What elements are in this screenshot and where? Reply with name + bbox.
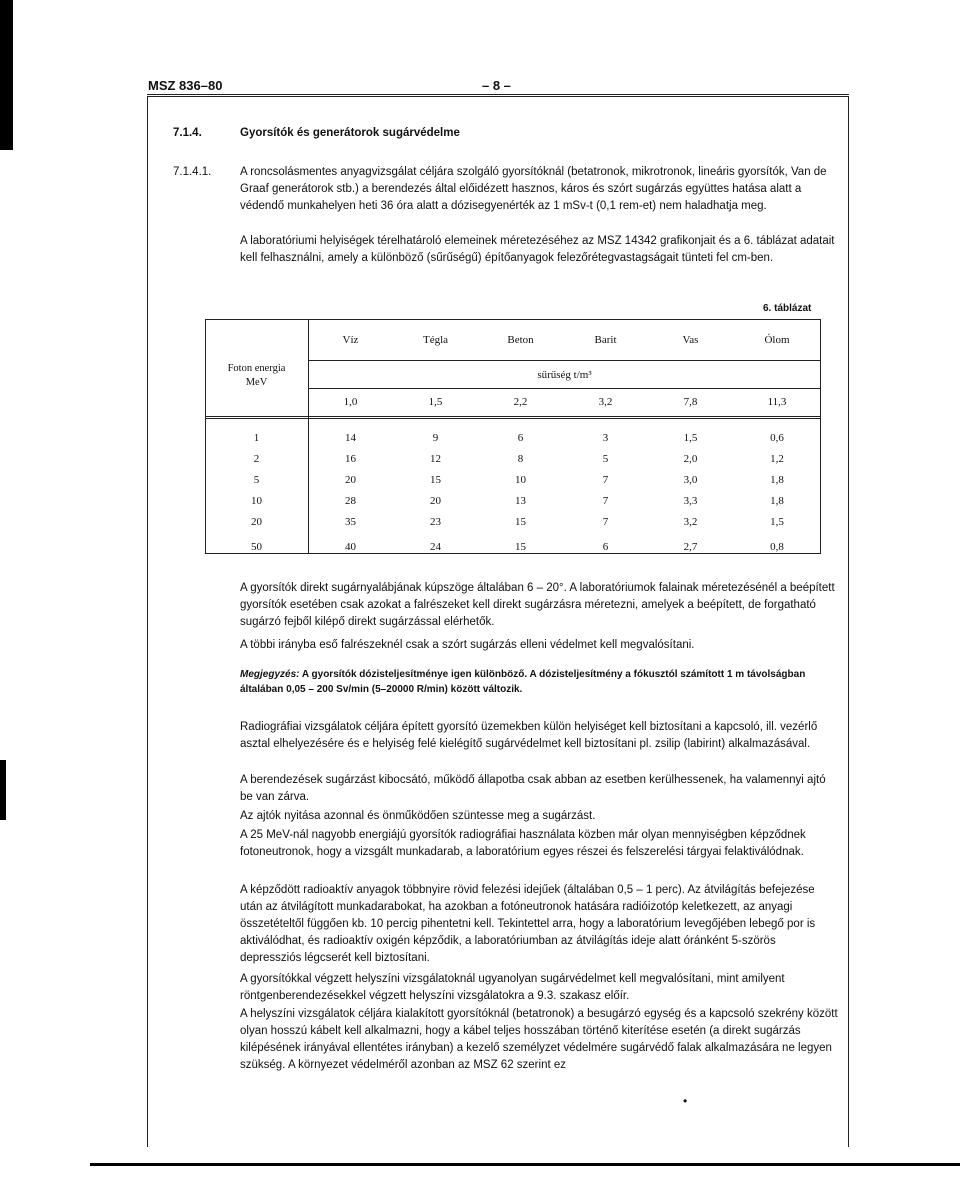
table-cell: 15	[430, 473, 441, 486]
table-cell: 3,2	[683, 515, 698, 528]
note-text: A gyorsítók dózisteljesítménye igen különböző. A dózisteljesítmény a fókusztól számított 1 m távolságban általában 0,05 – 200 Sv/min (5–20000 R/min) között változik.	[240, 669, 806, 695]
table-cell: 3	[602, 431, 609, 444]
table-row	[205, 469, 821, 490]
material-header: Vas	[682, 334, 699, 346]
standard-number: MSZ 836–80	[148, 78, 223, 93]
scan-edge-bar	[0, 0, 13, 150]
table-cell: 15	[515, 541, 526, 553]
table-cell: 12	[430, 452, 441, 465]
table-cell: 15	[515, 515, 526, 528]
table-cell: 40	[345, 541, 356, 553]
table-cell: 1,2	[770, 452, 784, 465]
energy-cell: 50	[251, 541, 262, 553]
table-cell: 14	[345, 431, 356, 444]
section-number: 7.1.4.	[173, 127, 202, 139]
material-header: Víz	[342, 334, 359, 346]
body-paragraph: A 25 MeV-nál nagyobb energiájú gyorsítók radiográfiai használata közben már olyan mennyiségben képződnek fotoneutronok, hogy a vizsgált munkadarab, a laboratórium egyes részei és felszerelési tárgyai felaktiválódnak.	[240, 829, 806, 858]
row-header-line-2: MeV	[245, 377, 268, 388]
energy-cell: 20	[251, 515, 262, 528]
table-cell: 8	[517, 452, 524, 465]
table-cell: 16	[345, 452, 356, 465]
density-value: 7,8	[648, 388, 733, 418]
material-header: Tégla	[422, 334, 449, 346]
table-cell: 5	[602, 452, 609, 465]
table-cell: 7	[602, 473, 609, 486]
density-value: 2,2	[478, 388, 563, 418]
half-value-layer-table	[205, 319, 821, 562]
subsection-paragraph-1: A roncsolásmentes anyagvizsgálat céljára szolgáló gyorsítóknál (betatronok, mikrotronok, lineáris gyorsítók, Van de Graaf generátorok stb.) a berendezés által előidézett hasznos, káros és szórt sugárzás együttes hatása alatt a védendő munkahelyen heti 36 óra alatt a dózisegyenérték az 1 mSv-t (0,1 rem-et) nem haladhatja meg.	[240, 166, 827, 212]
page-number: – 8 –	[482, 78, 511, 93]
material-header: Beton	[507, 334, 534, 346]
body-paragraph: Az ajtók nyitása azonnal és önműködően szüntesse meg a sugárzást.	[240, 810, 596, 822]
table-cell: 24	[430, 541, 441, 553]
table-cell: 20	[430, 494, 441, 507]
table-cell: 6	[517, 431, 524, 444]
density-value: 1,0	[308, 388, 393, 418]
table-cell: 28	[345, 494, 356, 507]
density-value: 1,5	[393, 388, 478, 418]
subsection-number: 7.1.4.1.	[173, 166, 212, 178]
table-cell: 23	[430, 515, 441, 528]
body-paragraph: A berendezések sugárzást kibocsátó, működő állapotba csak abban az esetben kerülhessenek, ha valamennyi ajtó be van zárva.	[240, 774, 826, 803]
table-cell: 1,8	[770, 494, 784, 507]
table-cell: 1,8	[770, 473, 784, 486]
table-cell: 1,5	[683, 431, 698, 444]
table-row	[205, 532, 821, 562]
table-row	[205, 511, 821, 532]
table-cell: 1,5	[770, 515, 784, 528]
note-label: Megjegyzés:	[240, 669, 300, 680]
table-row	[205, 490, 821, 511]
table-cell: 20	[345, 473, 356, 486]
table-cell: 2,7	[683, 541, 698, 553]
table-cell: 9	[432, 431, 439, 444]
body-paragraph: Radiográfiai vizsgálatok céljára épített gyorsító üzemekben külön helyiséget kell biztosítani a kapcsoló, ill. vezérlő asztal elhelyezésére és e helyiség felé kielégítő sugárvédelmet kell biztosítani pl. zsilip (labirint) alkalmazásával.	[240, 721, 818, 750]
body-paragraph: A helyszíni vizsgálatok céljára kialakított gyorsítóknál (betatronok) a besugárzó egység és a kapcsoló szekrény között olyan hosszú kábelt kell alkalmazni, hogy a kábel teljes hosszában történő kiterítése esetén (a direkt sugárzás kilépésének irányával ellentétes irányban) a kezelő személyzet védelmére sugárvédő falak alkalmazására ne legyen szükség. A környezet védelméről azonban az MSZ 62 szerint ez	[240, 1008, 838, 1071]
table-row	[205, 448, 821, 469]
bottom-rule	[90, 1163, 960, 1166]
bottom-dot: •	[683, 1094, 688, 1108]
density-label: sűrűség t/m³	[537, 368, 592, 381]
material-header: Ólom	[764, 334, 790, 346]
table-cell: 13	[515, 494, 526, 507]
density-value: 11,3	[733, 388, 821, 418]
table-cell: 35	[345, 515, 356, 528]
note	[240, 667, 840, 697]
body-paragraph: A gyorsítókkal végzett helyszíni vizsgálatoknál ugyanolyan sugárvédelmet kell megvalósítani, mint amilyent röntgenberendezésekkel végzett helyszíni vizsgálatokra a 9.3. szakasz előír.	[240, 973, 785, 1002]
scan-edge-bar-lower	[0, 760, 6, 820]
subsection-paragraph-2: A laboratóriumi helyiségek térelhatároló elemeinek méretezéséhez az MSZ 14342 grafikonjait és a 6. táblázat adatait kell felhasználni, amely a különböző (sűrűségű) építőanyagok felezőrétegvastagságait tünteti fel cm-ben.	[240, 235, 835, 264]
header-rule	[147, 94, 849, 95]
table-cell: 3,0	[683, 473, 698, 486]
table-caption: 6. táblázat	[763, 303, 812, 314]
energy-cell: 2	[253, 452, 260, 465]
material-header: Barit	[594, 334, 617, 346]
body-paragraph: A képződött radioaktív anyagok többnyire rövid felezési idejűek (általában 0,5 – 1 perc). Az átvilágítás befejezése után az átvilágított munkadarabokat, ha azokban a fotóneutronok hatására radióizotóp keletkezett, az anyagi összetételtől függően kb. 10 percig pihentetni kell. Tekintettel arra, hogy a laboratórium levegőjében lebegő por is aktiválódhat, és radioaktív oxigén képződik, a laboratóriumban az átvilágítás ideje alatt óránként 5-szörös depressziós légcserét kell biztosítani.	[240, 884, 816, 964]
density-value: 3,2	[563, 388, 648, 418]
energy-cell: 1	[253, 431, 260, 444]
row-header-line-1: Foton energia	[227, 363, 286, 374]
table-cell: 7	[602, 494, 609, 507]
table-cell: 6	[602, 541, 609, 553]
cone-angle-paragraph: A gyorsítók direkt sugárnyalábjának kúpszöge általában 6 – 20°. A laboratóriumok falainak méretezésénél a beépített gyorsítók esetében csak azokat a falrészeket kell direkt sugárzásra méretezni, amelyek a beépített, de forgatható sugárzó fejből kilépő direkt sugárzással elérhetők.	[240, 582, 835, 628]
table-cell: 0,6	[770, 431, 784, 444]
section-title: Gyorsítók és generátorok sugárvédelme	[240, 127, 460, 139]
energy-cell: 5	[253, 473, 260, 486]
table-cell: 2,0	[683, 452, 698, 465]
table-cell: 3,3	[683, 494, 698, 507]
table-cell: 10	[515, 473, 526, 486]
energy-cell: 10	[251, 494, 262, 507]
table-cell: 7	[602, 515, 609, 528]
table-cell: 0,8	[770, 541, 784, 553]
table-row	[205, 427, 821, 448]
scatter-protection-paragraph: A többi irányba eső falrészeknél csak a szórt sugárzás elleni védelmet kell megvalósítani.	[240, 639, 695, 651]
